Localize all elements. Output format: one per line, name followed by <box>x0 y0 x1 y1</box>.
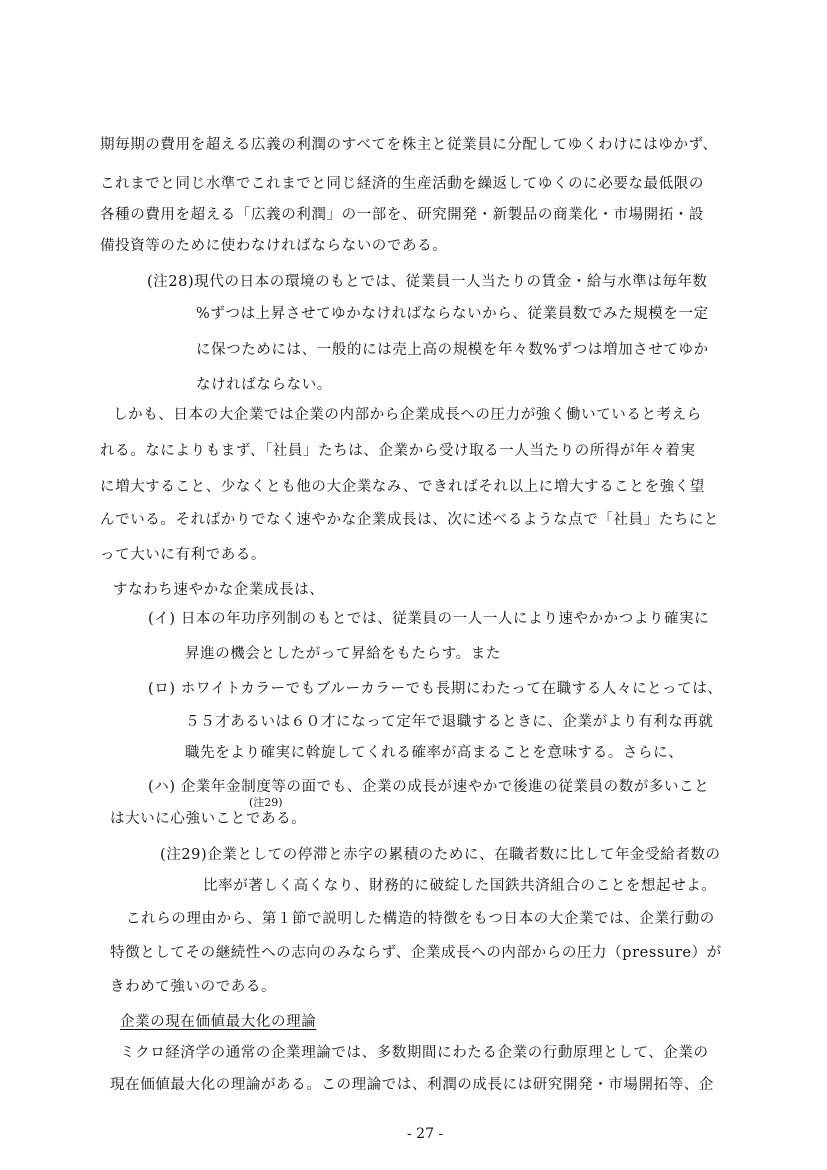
list-item-i-line-2: 昇進の機会としたがって昇給をもたらす。また <box>185 646 501 662</box>
footnote-28-line-2: %ずつは上昇させてゆかなければならないから、従業員数でみた規模を一定 <box>196 306 709 322</box>
paragraph-4-line-2: 現在価値最大化の理論がある。この理論では、利潤の成長には研究開発・市場開拓等、企 <box>110 1077 714 1093</box>
paragraph-2-line-2: れる。なによりもまず、「社員」たちは、企業から受け取る一人当たりの所得が年々着実 <box>100 443 696 459</box>
list-item-ha-line-1: (ハ) 企業年金制度等の面でも、企業の成長が速やかで後進の従業員の数が多いこと <box>148 779 710 795</box>
paragraph-1-line-4: 備投資等のために使わなければならないのである。 <box>100 238 448 254</box>
paragraph-2-line-4: んでいる。そればかりでなく速やかな企業成長は、次に述べるような点で「社員」たちにと <box>100 512 720 528</box>
paragraph-1-line-2: これまでと同じ水準でこれまでと同じ経済的生産活動を繰返してゆくのに必要な最低限の <box>100 176 704 192</box>
footnote-29-reference: (注29) <box>249 796 283 809</box>
paragraph-3-line-3: きわめて強いのである。 <box>110 979 277 995</box>
footnote-29-line-2: 比率が著しく高くなり、財務的に破綻した国鉄共済組合のことを想起せよ。 <box>203 878 717 894</box>
list-item-ha-line-2: は大いに心強いことである。 <box>110 811 307 827</box>
list-item-i-line-1: (イ) 日本の年功序列制のもとでは、従業員の一人一人により速やかかつより確実に <box>148 611 710 627</box>
footnote-29-line-1: (注29)企業としての停滞と赤字の累積のために、在職者数に比して年金受給者数の <box>160 847 721 863</box>
footnote-28-line-4: なければならない。 <box>196 377 332 393</box>
list-item-ro-line-2: ５５才あるいは６０才になって定年で退職するときに、企業がより有利な再就 <box>185 714 714 730</box>
paragraph-1-line-1: 期毎期の費用を超える広義の利潤のすべてを株主と従業員に分配してゆくわけにはゆかず、 <box>100 137 718 153</box>
page-number: - 27 - <box>407 1126 444 1142</box>
paragraph-2-line-1: しかも、日本の大企業では企業の内部から企業成長への圧力が強く働いていると考えら <box>113 407 702 423</box>
footnote-28-line-1: (注28)現代の日本の環境のもとでは、従業員一人当たりの賃金・給与水準は毎年数 <box>147 274 708 290</box>
footnote-28-line-3: に保つためには、一般的には売上高の規模を年々数%ずつは増加させてゆか <box>196 342 709 358</box>
paragraph-2-line-3: に増大すること、少なくとも他の大企業なみ、できればそれ以上に増大することを強く望 <box>100 479 705 495</box>
list-item-ro-line-3: 職先をより確実に斡旋してくれる確率が高まることを意味する。さらに、 <box>185 745 684 761</box>
paragraph-2-line-5: って大いに有利である。 <box>100 547 267 563</box>
section-heading: 企業の現在価値最大化の理論 <box>120 1014 317 1030</box>
paragraph-3-line-2: 特徴としてその継続性への志向のみならず、企業成長への内部からの圧力（pressure）が <box>110 945 722 961</box>
paragraph-1-line-3: 各種の費用を超える「広義の利潤」の一部を、研究開発・新製品の商業化・市場開拓・設 <box>100 207 704 223</box>
paragraph-4-line-1: ミクロ経済学の通常の企業理論では、多数期間にわたる企業の行動原理として、企業の <box>120 1045 709 1061</box>
list-item-ro-line-1: (ロ) ホワイトカラーでもブルーカラーでも長期にわたって在職する人々にとっては、 <box>148 681 723 697</box>
enumeration-intro: すなわち速やかな企業成長は、 <box>113 582 325 598</box>
paragraph-3-line-1: これらの理由から、第１節で説明した構造的特徴をもつ日本の大企業では、企業行動の <box>126 911 715 927</box>
